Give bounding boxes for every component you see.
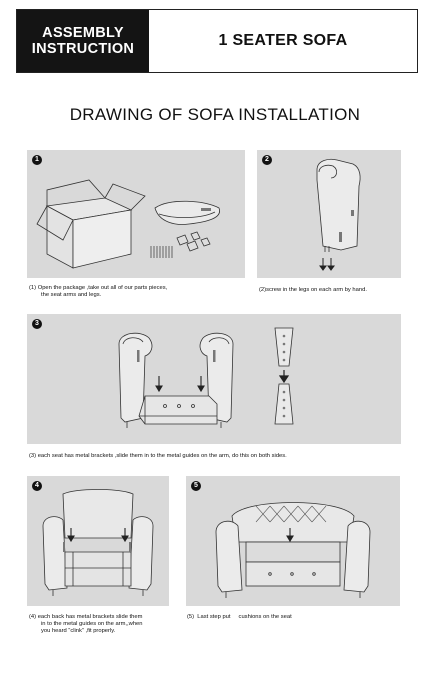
back-bracket-illustration xyxy=(27,476,169,606)
step5-caption: (5) Last step put cushions on the seat xyxy=(187,614,292,620)
step5-number: 5 xyxy=(191,481,201,491)
step3-number: 3 xyxy=(32,319,42,329)
step1-number: 1 xyxy=(32,155,42,165)
step4-panel xyxy=(27,476,169,606)
step4-caption-line2: in to the metal guides on the arm,,when xyxy=(41,621,143,627)
header xyxy=(16,9,418,73)
step4-caption xyxy=(29,614,189,635)
step3-panel xyxy=(27,314,401,444)
step4-caption-line1: (4) each back has metal brackets slide them xyxy=(29,614,143,620)
step4-number: 4 xyxy=(32,481,42,491)
arm-leg-illustration xyxy=(257,150,401,278)
step2-caption: (2)screw in the legs on each arm by hand. xyxy=(259,287,367,293)
badge-line1: ASSEMBLY xyxy=(42,25,124,41)
seat-bracket-illustration xyxy=(27,314,401,444)
badge-line2: INSTRUCTION xyxy=(31,41,135,57)
step1-caption-line2: the seat arms and legs. xyxy=(41,292,102,298)
step5-panel xyxy=(186,476,400,606)
cushion-illustration xyxy=(186,476,400,606)
step1-caption xyxy=(29,285,249,299)
step1-panel xyxy=(27,150,245,278)
unpack-illustration xyxy=(27,150,245,278)
step1-caption-line1: (1) Open the package ,take out all of our parts pieces, xyxy=(29,285,168,291)
page-title: DRAWING OF SOFA INSTALLATION xyxy=(69,105,361,124)
step2-panel xyxy=(257,150,401,278)
product-title: 1 SEATER SOFA xyxy=(218,32,348,49)
step2-number: 2 xyxy=(262,155,272,165)
assembly-instruction-badge xyxy=(17,10,149,72)
step4-caption-line3: you heard “clink” ,fit properly. xyxy=(41,628,116,634)
step3-caption: (3) each seat has metal brackets ,slide them in to the metal guides on the arm, do this on both sides. xyxy=(29,453,287,459)
